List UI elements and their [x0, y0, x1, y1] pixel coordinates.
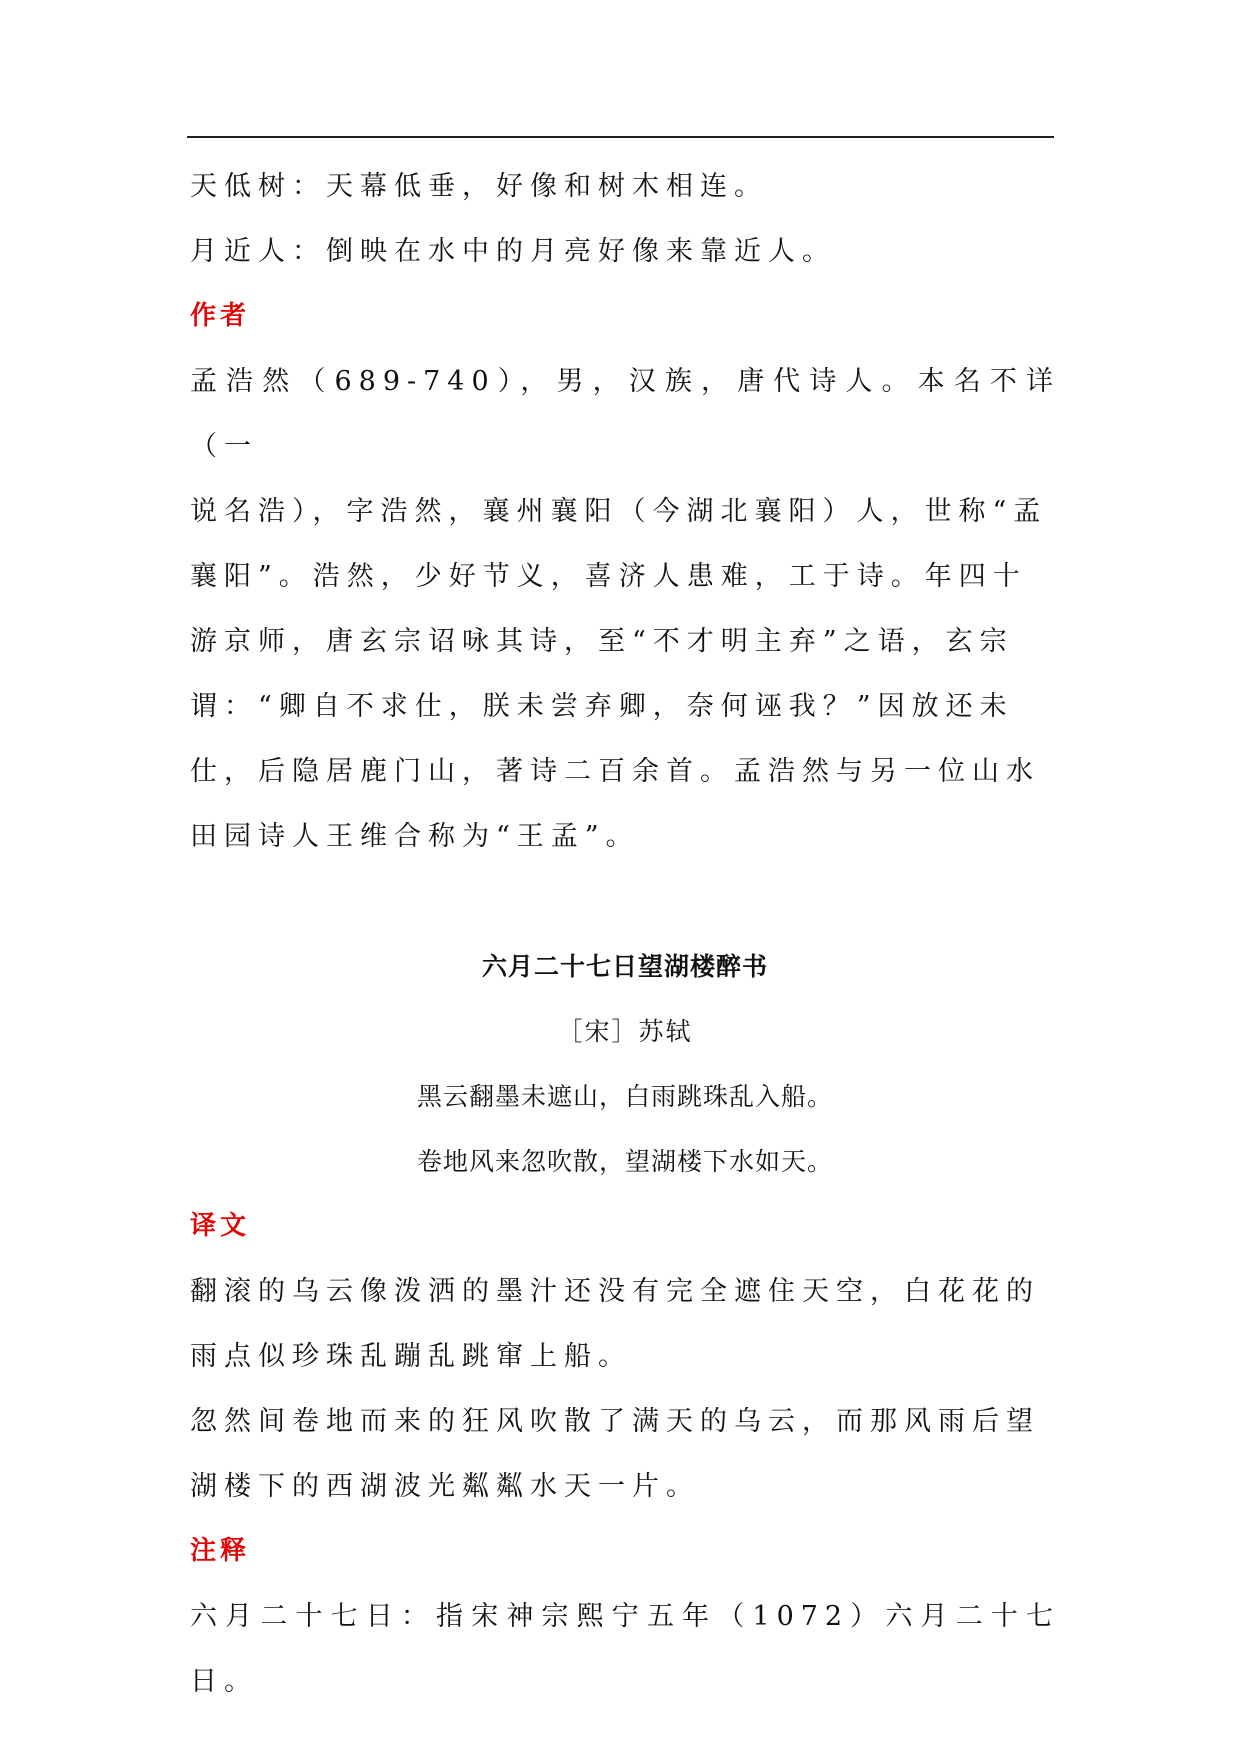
author-text-line: 孟浩然（689-740），男，汉族，唐代诗人。本名不详（一 [190, 366, 1060, 462]
note-line: 天低树：天幕低垂，好像和树木相连。 [190, 171, 768, 202]
translation-line: 翻滚的乌云像泼洒的墨汁还没有完全遮住天空，白花花的 [190, 1276, 1040, 1307]
section-spacer [190, 869, 1060, 934]
translation-heading: 译文 [190, 1211, 251, 1241]
translation-line: 忽然间卷地而来的狂风吹散了满天的乌云，而那风雨后望 [190, 1406, 1040, 1437]
author-text-line: 田园诗人王维合称为“王孟”。 [190, 821, 640, 852]
author-text-line: 说名浩），字浩然，襄州襄阳（今湖北襄阳）人，世称“孟 [190, 496, 1048, 527]
poem-line: 黑云翻墨未遮山，白雨跳珠乱入船。 [416, 1082, 833, 1111]
annotation-heading: 注释 [190, 1536, 251, 1566]
poem-title: 六月二十七日望湖楼醉书 [481, 952, 768, 981]
poem-line: 卷地风来忽吹散，望湖楼下水如天。 [416, 1147, 833, 1176]
translation-line: 湖楼下的西湖波光粼粼水天一片。 [190, 1471, 700, 1502]
author-text-line: 谓：“卿自不求仕，朕未尝弃卿，奈何诬我？”因放还未 [190, 691, 1014, 722]
note-line: 月近人：倒映在水中的月亮好像来靠近人。 [190, 236, 836, 267]
author-text-line: 襄阳”。浩然，少好节义，喜济人患难，工于诗。年四十 [190, 561, 1027, 592]
author-text-line: 仕，后隐居鹿门山，著诗二百余首。孟浩然与另一位山水 [190, 756, 1040, 787]
header-rule [187, 136, 1054, 138]
page-content [190, 154, 1060, 1714]
translation-line: 雨点似珍珠乱蹦乱跳窜上船。 [190, 1341, 632, 1372]
annotation-line: 六月二十七日：指宋神宗熙宁五年（1072）六月二十七日。 [190, 1601, 1060, 1697]
poem-author: ［宋］苏轼 [557, 1017, 693, 1046]
author-heading: 作者 [190, 301, 251, 331]
author-text-line: 游京师，唐玄宗诏咏其诗，至“不才明主弃”之语，玄宗 [190, 626, 1014, 657]
